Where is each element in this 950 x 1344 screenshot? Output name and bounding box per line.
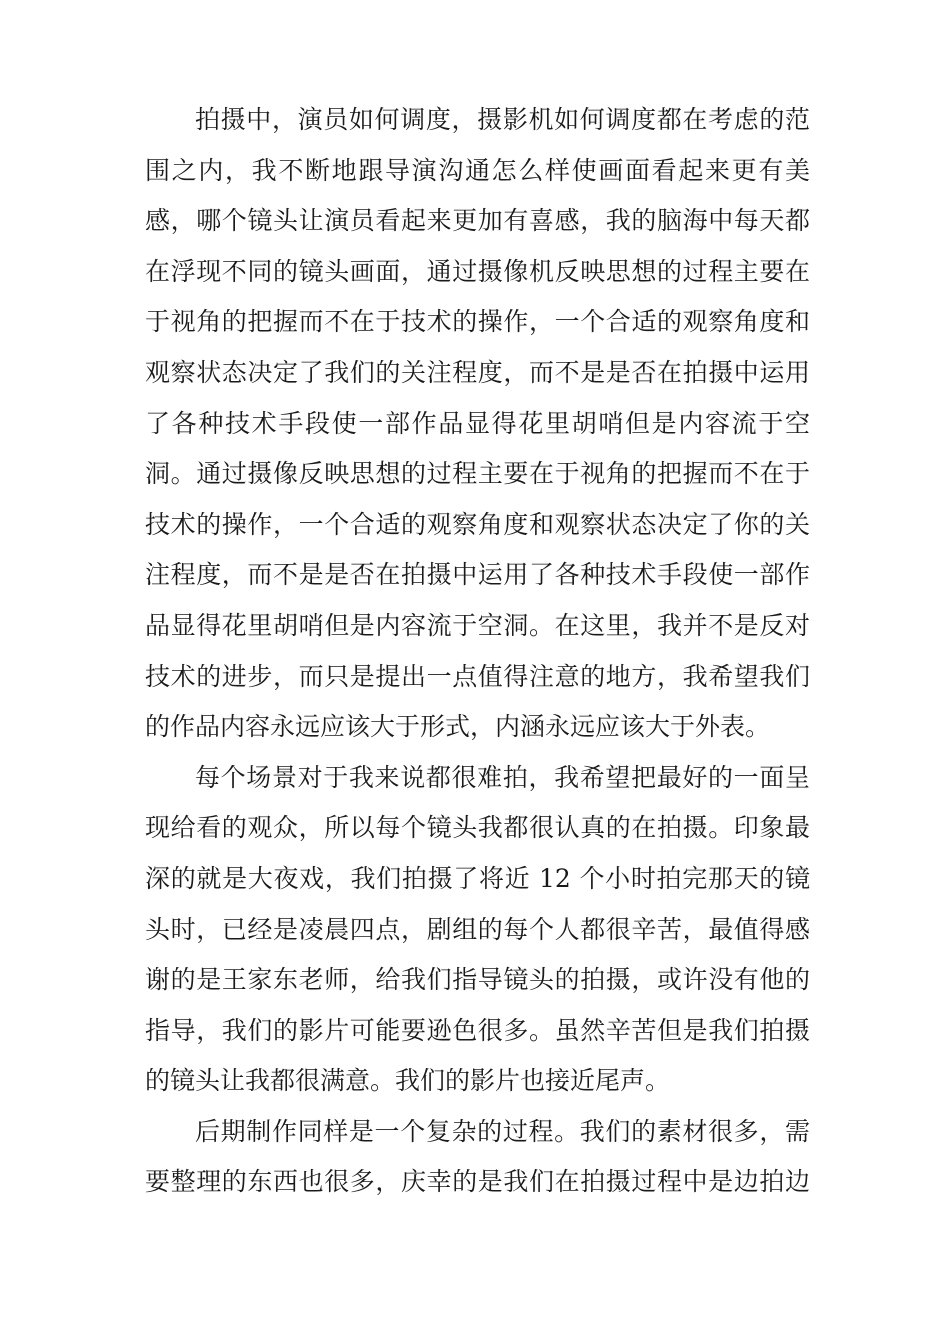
paragraph-1-line-6: 观察状态决定了我们的关注程度，而不是是否在拍摄中运用 [145, 357, 810, 387]
document-body [145, 95, 810, 1208]
paragraph-2-line-1: 每个场景对于我来说都很难拍，我希望把最好的一面呈 [195, 762, 810, 792]
paragraph-2-line-2: 现给看的观众，所以每个镜头我都很认真的在拍摄。印象最 [145, 813, 810, 843]
paragraph-2-line-7: 的镜头让我都很满意。我们的影片也接近尾声。 [145, 1066, 671, 1096]
paragraph-2-line-5: 谢的是王家东老师，给我们指导镜头的拍摄，或许没有他的 [145, 965, 810, 995]
paragraph-1-line-13: 的作品内容永远应该大于形式，内涵永远应该大于外表。 [145, 712, 771, 742]
paragraph-1-line-9: 技术的操作，一个合适的观察角度和观察状态决定了你的关 [145, 509, 810, 539]
paragraph-1-line-10: 注程度，而不是是否在拍摄中运用了各种技术手段使一部作 [145, 560, 810, 590]
paragraph-1-line-3: 感，哪个镜头让演员看起来更加有喜感，我的脑海中每天都 [145, 206, 810, 236]
paragraph-2-line-3: 深的就是大夜戏，我们拍摄了将近 12 个小时拍完那天的镜 [145, 863, 810, 893]
paragraph-1-line-5: 于视角的把握而不在于技术的操作，一个合适的观察角度和 [145, 307, 810, 337]
paragraph-2-line-4: 头时，已经是凌晨四点，剧组的每个人都很辛苦，最值得感 [145, 914, 810, 944]
paragraph-3-line-2: 要整理的东西也很多，庆幸的是我们在拍摄过程中是边拍边 [145, 1167, 810, 1197]
paragraph-1-line-7: 了各种技术手段使一部作品显得花里胡哨但是内容流于空 [145, 408, 810, 438]
paragraph-1-line-12: 技术的进步，而只是提出一点值得注意的地方，我希望我们 [145, 661, 810, 691]
paragraph-1-line-4: 在浮现不同的镜头画面，通过摄像机反映思想的过程主要在 [145, 256, 810, 286]
paragraph-2-line-6: 指导，我们的影片可能要逊色很多。虽然辛苦但是我们拍摄 [145, 1015, 810, 1045]
paragraph-3-line-1: 后期制作同样是一个复杂的过程。我们的素材很多，需 [195, 1116, 810, 1146]
paragraph-1-line-1: 拍摄中，演员如何调度，摄影机如何调度都在考虑的范 [195, 105, 810, 134]
paragraph-1-line-2: 围之内，我不断地跟导演沟通怎么样使画面看起来更有美 [145, 155, 810, 185]
paragraph-1-line-8: 洞。通过摄像反映思想的过程主要在于视角的把握而不在于 [145, 459, 810, 489]
paragraph-1-line-11: 品显得花里胡哨但是内容流于空洞。在这里，我并不是反对 [145, 610, 810, 640]
